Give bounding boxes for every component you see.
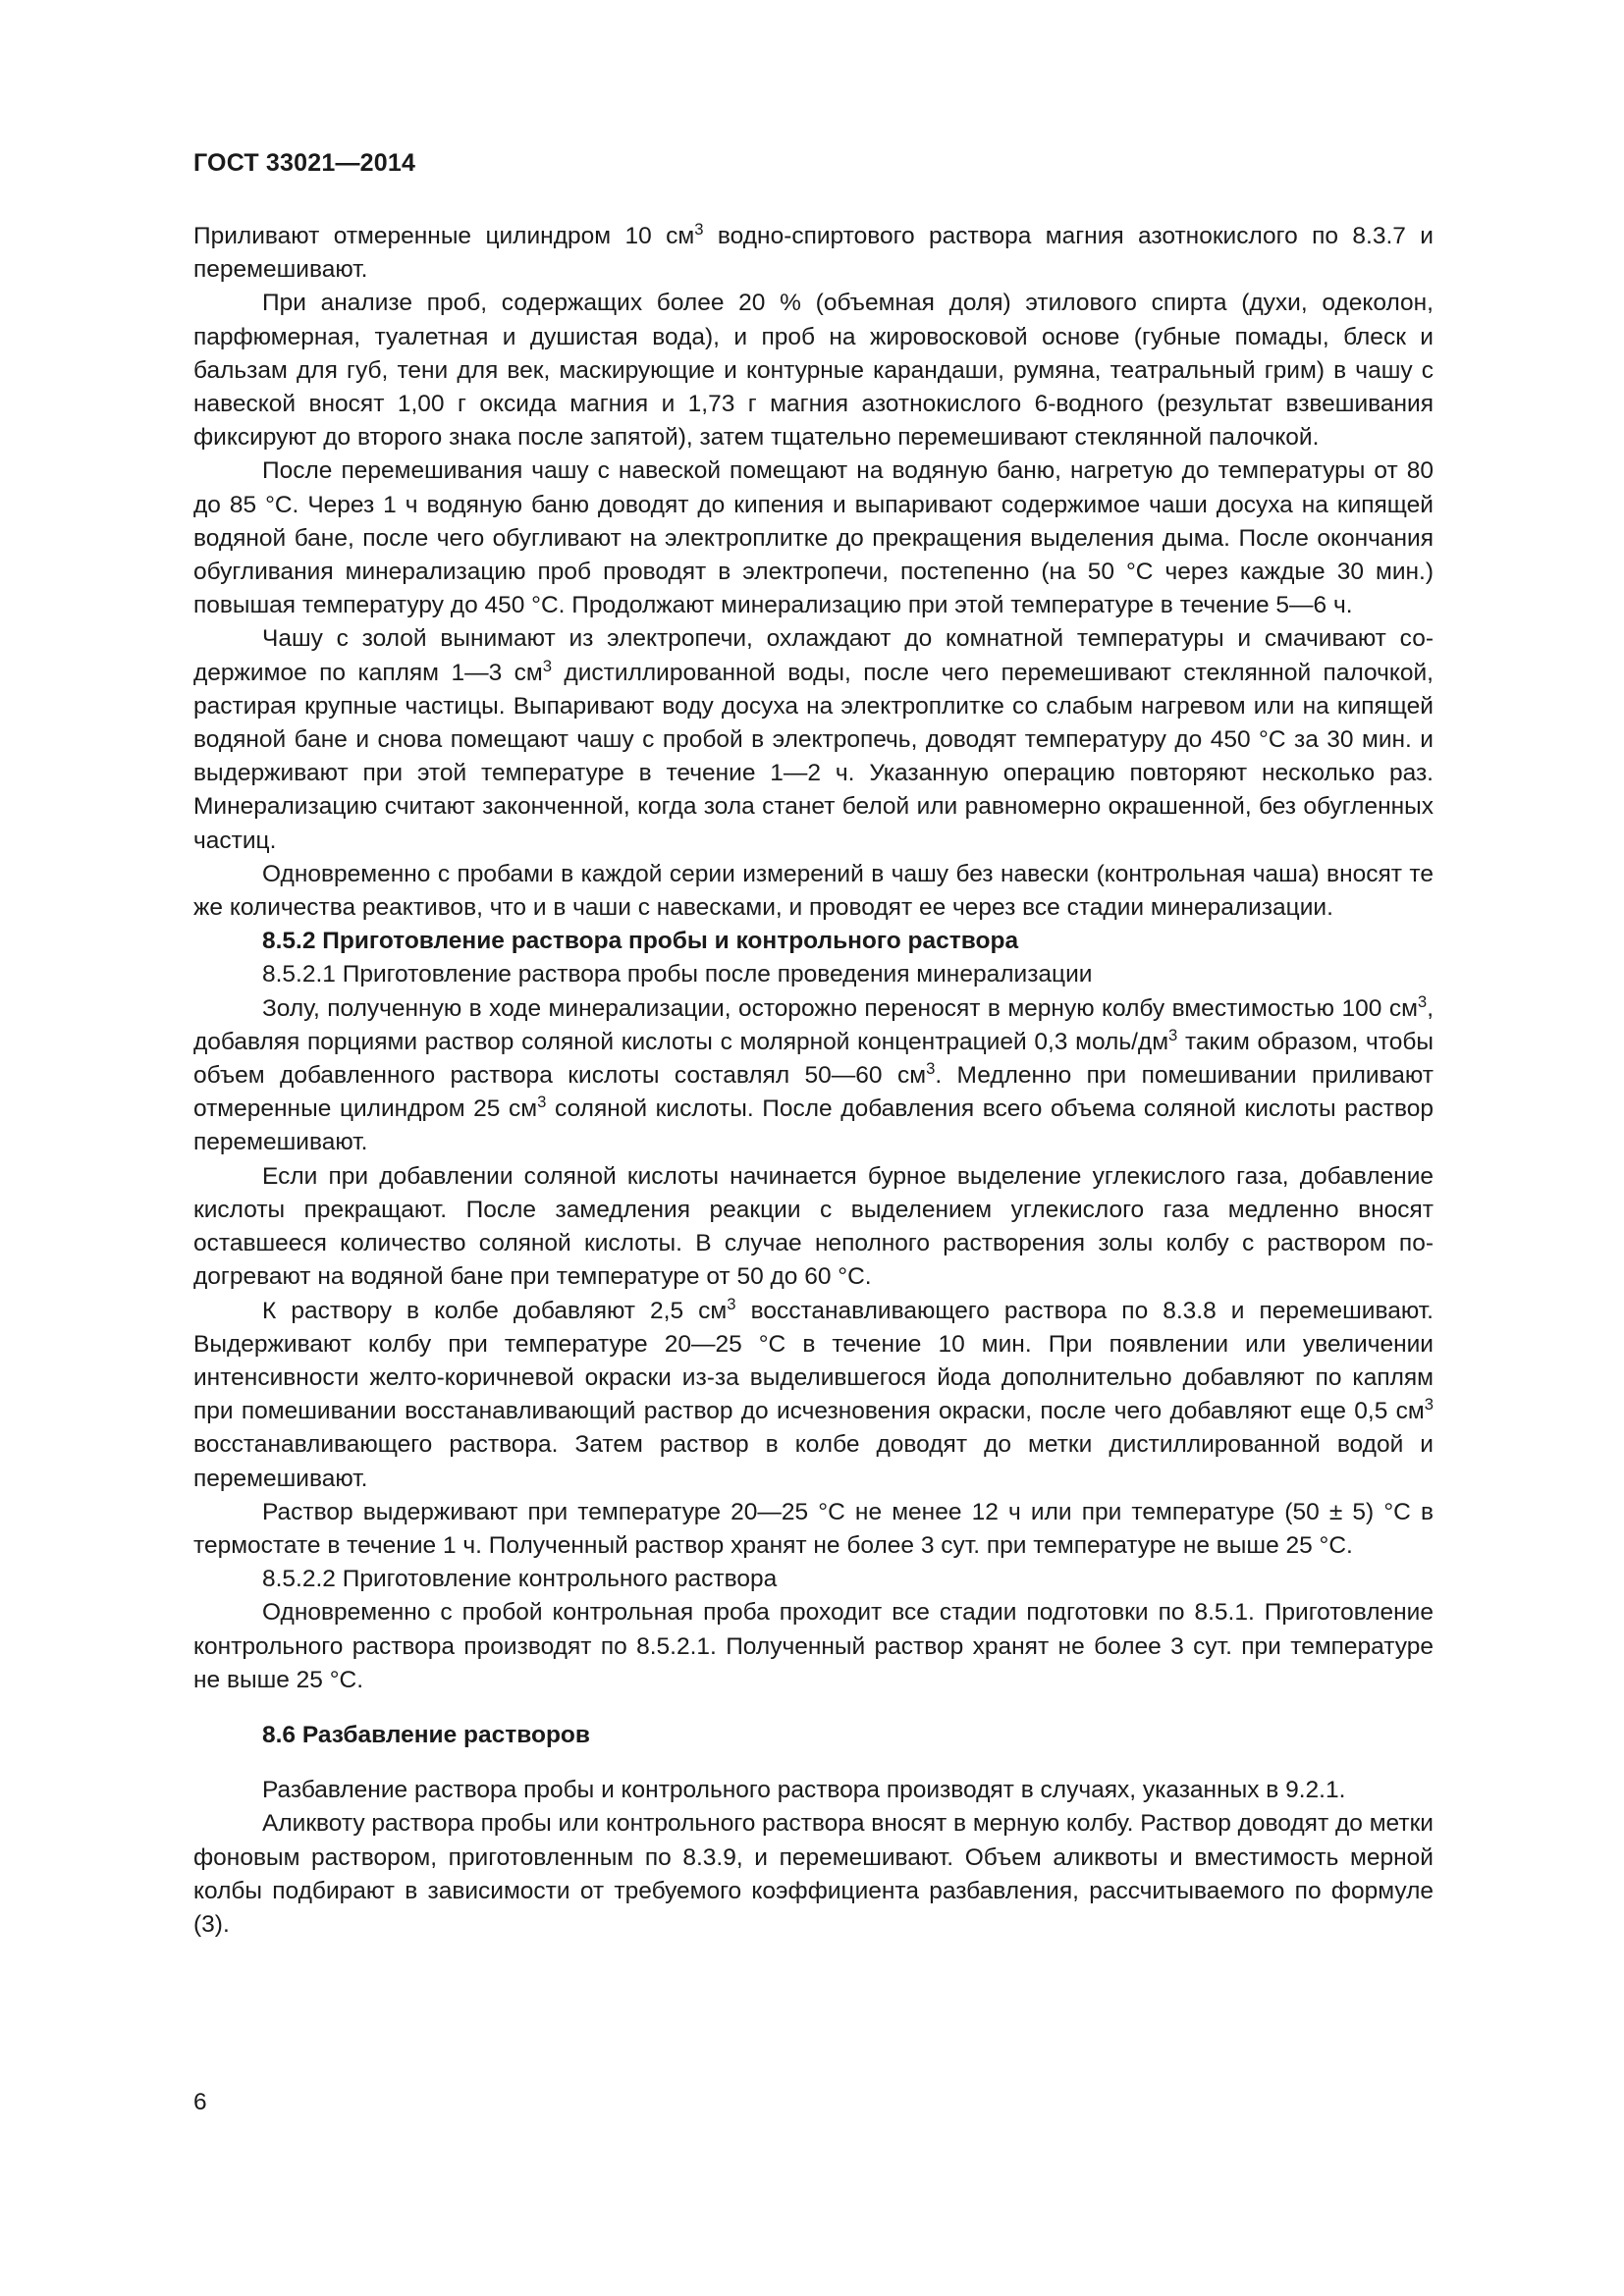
paragraph: Если при добавлении соляной кислоты начинается бурное выделение углекислого газа, добавление кислоты прекращают. После замедления реакции с выделением углекислого газа медленно вносят оставшееся количество соляной кислоты. В случае неполного растворения золы колбу с раствором подогревают на водяной бане при температуре от 50 до 60 °С.	[193, 1162, 1434, 1291]
standard-header: ГОСТ 33021—2014	[193, 149, 416, 177]
subsection-heading: 8.5.2.1 Приготовление раствора пробы после проведения минерализации	[262, 961, 1093, 988]
paragraph: Приливают отмеренные цилиндром 10 $см^3$ водно-спиртового раствора магния азотнокислого по 8.3.7 и перемешивают.	[193, 219, 1434, 284]
paragraph: При анализе проб, содержащих более 20 % (объемная доля) этилового спирта (духи, одеколон, парфюмерная, туалетная и душистая вода), и проб на жировосковой основе (губные помады, блеск и бальзам для губ, тени для век, маскирующие и контурные карандаши, румяна, театральный грим) в чашу с навеской вносят 1,00 г оксида магния и 1,73 г магния азотнокислого 6-водного (результат взвешивания фиксируют до второго знака после запятой), затем тщательно перемешивают стеклянной палочкой.	[193, 290, 1434, 452]
paragraph: Разбавление раствора пробы и контрольного раствора производят в случаях, указанных в 9.2.1.	[262, 1777, 1346, 1804]
paragraph: Золу, полученную в ходе минерализации, осторожно переносят в мерную колбу вместимостью 100 $см^3$, добавляя порциями раствор соляной кислоты с молярной концентрацией 0,3 моль/$дм^3$ таким образом, чтобы объем добавленного раствора кислоты составлял 50—60 $см^3$. Медленно при помешивании приливают отмеренные цилиндром 25 $см^3$ соляной кислоты. После добавления всего объема соляной кислоты раствор перемешивают.	[193, 991, 1434, 1156]
section-heading: 8.6 Разбавление растворов	[262, 1721, 590, 1748]
paragraph: Одновременно с пробами в каждой серии измерений в чашу без навески (контрольная чаша) вносят те же количества реактивов, что и в чаши с навесками, и проводят ее через все стадии минерализации.	[193, 860, 1434, 922]
section-heading: 8.5.2 Приготовление раствора пробы и контрольного раствора	[262, 928, 1019, 955]
paragraph: Аликвоту раствора пробы или контрольного раствора вносят в мерную колбу. Раствор доводят до метки фоновым раствором, приготовленным по 8.3.9, и перемешивают. Объем аликвоты и вместимость мерной колбы подбирают в зависимости от требуемого коэффициента разбавления, рассчитываемого по формуле (3).	[193, 1810, 1434, 1938]
page-number: 6	[193, 2089, 207, 2115]
paragraph: После перемешивания чашу с навеской помещают на водяную баню, нагретую до температуры от 80 до 85 °С. Через 1 ч водяную баню доводят до кипения и выпаривают содержимое чаши досуха на кипящей водяной бане, после чего обугливают на электроплитке до прекращения выделения дыма. После окончания обугливания минерализацию проб проводят в электропечи, постепенно (на 50 °С через каждые 30 мин.) повышая температуру до 450 °С. Продолжают минерализацию при этой температуре в течение 5—6 ч.	[193, 457, 1434, 619]
paragraph: Раствор выдерживают при температуре 20—25 °С не менее 12 ч или при температуре (50 ± 5) °С в термостате в течение 1 ч. Полученный раствор хранят не более 3 сут. при температуре не выше 25 °С.	[193, 1498, 1434, 1559]
subsection-heading: 8.5.2.2 Приготовление контрольного раствора	[262, 1566, 778, 1593]
paragraph: Одновременно с пробой контрольная проба проходит все стадии подготовки по 8.5.1. Приготовление контрольного раствора производят по 8.5.2.1. Полученный раствор хранят не более 3 сут. при температуре не выше 25 °С.	[193, 1599, 1434, 1693]
paragraph: К раствору в колбе добавляют 2,5 $см^3$ восстанавливающего раствора по 8.3.8 и перемешивают. Выдерживают колбу при температуре 20—25 °С в течение 10 мин. При появлении или увеличении интенсивности желто-коричневой окраски из-за выделившегося йода дополнительно добавляют по каплям при помешивании восстанавливающий раствор до исчезновения окраски, после чего добавляют еще 0,5 $см^3$ восстанавливающего раствора. Затем раствор в колбе доводят до метки дистиллированной водой и перемешивают.	[193, 1294, 1434, 1492]
paragraph: Чашу с золой вынимают из электропечи, охлаждают до комнатной температуры и смачивают содержимое по каплям 1—3 $см^3$ дистиллированной воды, после чего перемешивают стеклянной палочкой, растирая крупные частицы. Выпаривают воду досуха на электроплитке со слабым нагревом или на кипящей водяной бане и снова помещают чашу с пробой в электропечь, доводят температуру до 450 °С за 30 мин. и выдерживают при этой температуре в течение 1—2 ч. Указанную операцию повторяют несколько раз. Минерализацию считают законченной, когда зола станет белой или равномерно окрашенной, без обугленных частиц.	[193, 625, 1434, 854]
document-body	[193, 220, 1434, 1942]
